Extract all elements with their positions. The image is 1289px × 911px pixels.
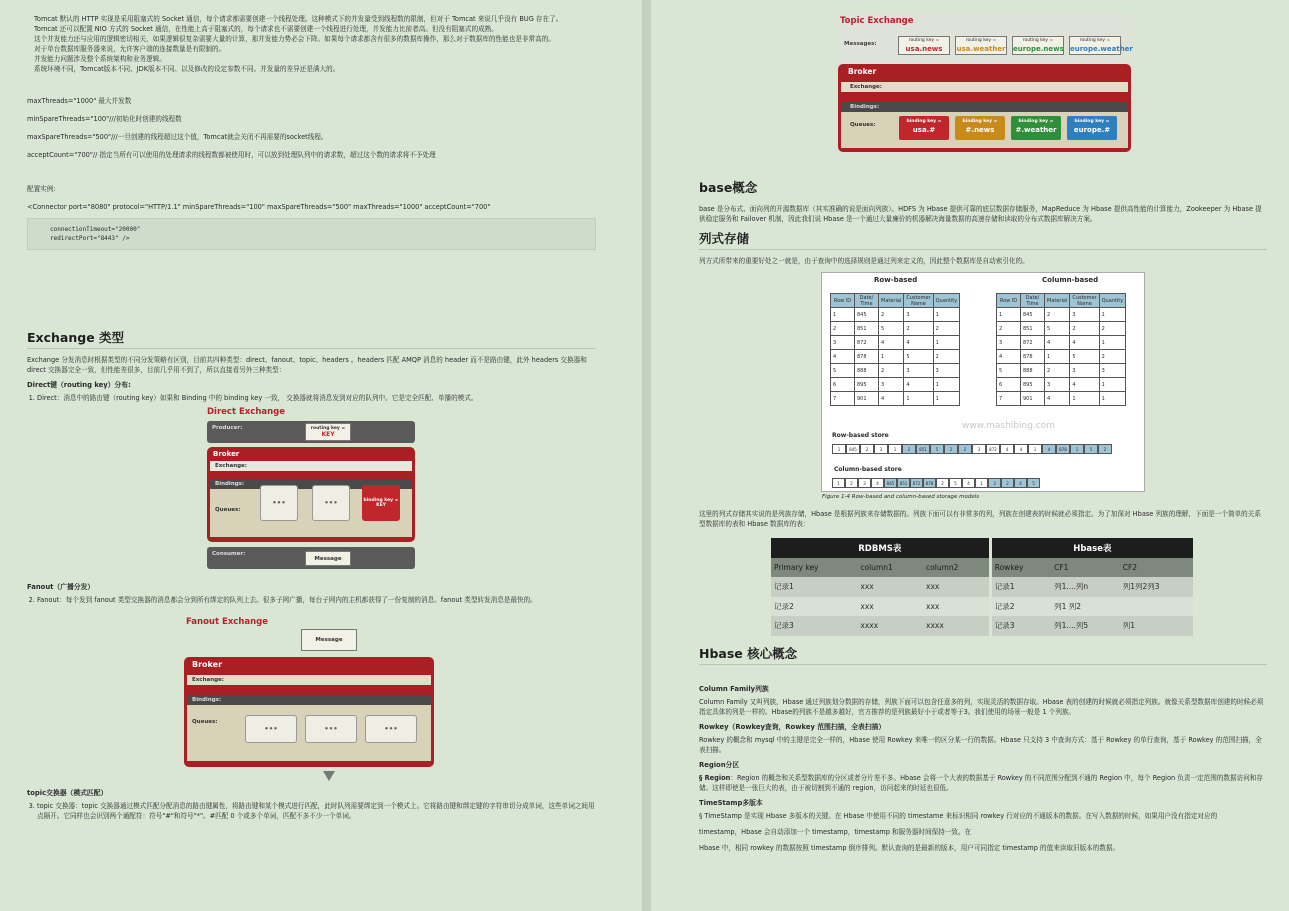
table-header: Customer Name — [1070, 294, 1099, 308]
table-cell: 1 — [1099, 336, 1126, 350]
fanout-item: 2. Fanout：每个发到 fanout 类型交换器的消息都会分到所有绑定的队列上去。很多子网广播，每台子网内的主机都获得了一份复制的消息。fanout 类型转发消息是最快的。 — [37, 595, 596, 605]
queue-box: ••• — [365, 715, 417, 743]
table-cell: 2 — [1045, 364, 1070, 378]
table-cell: 878 — [1021, 350, 1045, 364]
table-cell: 2 — [1099, 322, 1126, 336]
store-cell: 2 — [958, 444, 972, 454]
message-box: Message — [301, 629, 357, 651]
row-based-title: Row-based — [874, 276, 918, 284]
binding-key-box — [899, 116, 949, 140]
table-cell: 1 — [997, 308, 1021, 322]
intro-paragraph: 并发能力问题涉及整个系统架构和业务逻辑。 — [34, 55, 166, 63]
table-cell: 1 — [1099, 308, 1126, 322]
ts-text: timestamp，Hbase 会自动添加一个 timestamp，timestamp 和服务器时间保持一致。在 — [699, 828, 972, 836]
region-heading: Region分区 — [699, 761, 740, 769]
intro-paragraph: Tomcat 还可以配置 NIO 方式的 Socket 通信，在性能上高于阻塞式的，每个请求也不需要创建一个线程进行处理，并发能力比前者高。但没有阻塞式的成熟。 — [34, 25, 498, 33]
table-cell: 5 — [1070, 350, 1099, 364]
store-cell: 1 — [1070, 444, 1084, 454]
table-cell: 872 — [1021, 336, 1045, 350]
table-row — [997, 364, 1126, 378]
table-cell: 4 — [1045, 392, 1070, 406]
table-cell: 3 — [904, 308, 933, 322]
column-based-title: Column-based — [1042, 276, 1099, 284]
binding-key-value: #.news — [965, 126, 995, 134]
queue-box: ••• — [260, 485, 298, 521]
binding-key-value: europe.# — [1073, 126, 1111, 134]
broker-box — [184, 657, 434, 767]
topic-item: 3. topic 交换器：topic 交换器通过模式匹配分配消息的路由键属性，将路由键和某个模式进行匹配，此时队列需要绑定到一个模式上。它将路由键和绑定键的字符串切分成单词，这些单词之间用点隔开。它同样也会识别两个通配符：符号"#"和符号"*"。#匹配 0 个或多个单词，匹配不多不少一个单词。 — [37, 801, 596, 821]
routing-key-box — [305, 423, 351, 441]
table-header: Row ID — [831, 294, 855, 308]
binding-key-label: binding key = — [1074, 119, 1110, 124]
queues-label: Queues: — [850, 122, 876, 128]
connector-line: <Connector port="8080" protocol="HTTP/1.1" minSpareThreads="100" maxSpareThreads="500" maxThreads="1000" acceptCount="700" — [27, 203, 491, 211]
table-cell: 5 — [879, 322, 904, 336]
column-text: 列方式所带来的重要好处之一就是，由于查询中的选择规则是通过列来定义的，因此整个数据库是自动索引化的。 — [699, 257, 1029, 265]
table-cell: 1 — [1099, 378, 1126, 392]
exchange-label: Exchange: — [841, 82, 1128, 92]
broker-label: Broker — [848, 67, 877, 76]
table-cell: 878 — [855, 350, 879, 364]
config-block — [27, 96, 596, 160]
routing-key-value: usa.weather — [956, 45, 1006, 53]
table-cell: 1 — [933, 392, 960, 406]
table-row — [831, 308, 960, 322]
queues-label: Queues: — [192, 719, 218, 725]
table-cell: 4 — [904, 336, 933, 350]
table-cell: 4 — [1070, 336, 1099, 350]
store-cell: 3 — [972, 444, 986, 454]
producer-label: Producer: — [212, 425, 243, 431]
table-cell: 4 — [1045, 336, 1070, 350]
table-cell: 3 — [933, 364, 960, 378]
table-row — [997, 350, 1126, 364]
table-cell: 1 — [1045, 350, 1070, 364]
store-cell: 4 — [1014, 478, 1027, 488]
storage-table — [996, 293, 1126, 406]
core-heading: Hbase 核心概念 — [699, 644, 1267, 665]
config-line: acceptCount="700"// 指定当所有可以使用的处理请求的线程数都被使用时，可以放到处理队列中的请求数，超过这个数的请求将不予处理 — [27, 151, 436, 159]
routing-key-value: europe.news — [1013, 45, 1064, 53]
table-cell: 3 — [997, 336, 1021, 350]
ts-text: § TimeStamp 是实现 Hbase 多版本的关键。在 Hbase 中使用不同的 timestame 来标识相同 rowkey 行对应的不通版本的数据。在写入数据的时候，如果用户没有指定对应的 — [699, 812, 1218, 820]
table-cell: 6 — [997, 378, 1021, 392]
routing-key-value: usa.news — [905, 45, 943, 53]
message-box: Message — [305, 551, 351, 566]
routing-key-label: routing key = — [965, 38, 997, 43]
table-cell: 888 — [1021, 364, 1045, 378]
queue-box: ••• — [305, 715, 357, 743]
store-cell: 4 — [962, 478, 975, 488]
table-cell: 7 — [997, 392, 1021, 406]
table-cell: 1 — [904, 392, 933, 406]
direct-heading: Direct键（routing key）分布: — [27, 381, 131, 389]
topic-heading: topic交换器（模式匹配） — [27, 789, 108, 797]
region-bold: § Region — [699, 774, 731, 782]
table-row — [997, 336, 1126, 350]
routing-key-box — [955, 36, 1007, 55]
table-cell: 845 — [1021, 308, 1045, 322]
table-header: Primary key — [774, 562, 819, 572]
table-row — [997, 392, 1126, 406]
table-cell: 3 — [1045, 378, 1070, 392]
table-cell: 895 — [1021, 378, 1045, 392]
store-cell: 3 — [874, 444, 888, 454]
table-header: column2 — [926, 562, 959, 572]
bindings-label: Bindings: — [187, 695, 431, 705]
table-cell: 2 — [933, 350, 960, 364]
table-cell: 2 — [879, 364, 904, 378]
binding-key-label: binding key = — [363, 498, 399, 503]
intro-block — [27, 14, 596, 74]
table-cell: 901 — [855, 392, 879, 406]
store-cell: 1 — [832, 478, 845, 488]
table-cell: 851 — [855, 322, 879, 336]
config-line: maxSpareThreads="500"///一旦创建的线程超过这个值，Tomcat就会关闭不再需要的socket线程。 — [27, 133, 328, 141]
table-cell: 3 — [879, 378, 904, 392]
column-heading: 列式存储 — [699, 229, 1267, 250]
column-text-2: 这里的列式存储其实说的是列族存储，Hbase 是根据列族来存储数据的。列族下面可以有非常多的列，列族在创建表的时候就必须指定。为了加深对 Hbase 列族的理解，下面是一个简单的关系型数据库的表和 Hbase 数据库的表： — [699, 510, 1261, 528]
table-cell: 1 — [933, 378, 960, 392]
table-row: 记录3 xxxx xxxx 记录3 列1....列5 列1 — [771, 616, 1193, 636]
diagram-title: Fanout Exchange — [186, 617, 269, 627]
table-row — [997, 378, 1126, 392]
table-cell: 6 — [831, 378, 855, 392]
store-cell: 3 — [858, 478, 871, 488]
table-header: CF1 — [1054, 562, 1069, 572]
store-cell: 2 — [936, 478, 949, 488]
table-row — [831, 336, 960, 350]
table-row — [831, 322, 960, 336]
diagram-title: Direct Exchange — [207, 407, 286, 417]
page-gap — [642, 0, 651, 911]
broker-box — [207, 447, 415, 542]
store-cell: 2 — [1098, 444, 1112, 454]
table-header: Row ID — [997, 294, 1021, 308]
ts-heading: TimeStamp多版本 — [699, 799, 763, 807]
storage-figure — [821, 272, 1145, 492]
exchange-label: Exchange: — [210, 461, 412, 471]
routing-key-label: routing key = — [310, 426, 346, 431]
intro-paragraph: Tomcat 默认的 HTTP 实现是采用阻塞式的 Socket 通信，每个请求都需要创建一个线程处理。这种模式下的并发量受到线程数的限制，但对于 Tomcat 来说几乎没有 BUG 存在了。 — [34, 15, 563, 23]
base-heading: base概念 — [699, 180, 758, 195]
diagram-title: Topic Exchange — [840, 16, 914, 26]
binding-key-value: usa.# — [912, 126, 936, 134]
queues-label: Queues: — [215, 507, 241, 513]
store-cell: 1 — [1028, 444, 1042, 454]
topic-exchange-diagram — [838, 14, 1133, 154]
column-based-table — [996, 293, 1126, 406]
table-cell: 851 — [1021, 322, 1045, 336]
table-cell: 4 — [831, 350, 855, 364]
table-row — [831, 350, 960, 364]
table-header: Rowkey — [994, 562, 1024, 572]
store-cell: 851 — [916, 444, 930, 454]
table-header: Quantity — [1099, 294, 1126, 308]
intro-paragraph: 系统环境不同，Tomcat版本不同、JDK版本不同、以及修改的设定参数不同。并发量的差异还是满大的。 — [34, 65, 340, 73]
store-cell: 2 — [1001, 478, 1014, 488]
store-cell: 5 — [949, 478, 962, 488]
binding-key-value: #.weather — [1015, 126, 1057, 134]
watermark: www.mashibing.com — [962, 421, 1056, 431]
column-store — [832, 478, 1040, 488]
store-cell: 5 — [930, 444, 944, 454]
store-cell: 1 — [888, 444, 902, 454]
store-cell: 851 — [897, 478, 910, 488]
column-store-label: Column-based store — [834, 466, 902, 473]
comparison-table — [771, 538, 1193, 636]
storage-table — [830, 293, 960, 406]
table-header: column1 — [860, 562, 893, 572]
routing-key-box — [1012, 36, 1064, 55]
fanout-heading: Fanout（广播分发） — [27, 583, 95, 591]
binding-key-box — [362, 485, 400, 521]
store-cell: 5 — [1084, 444, 1098, 454]
table-cell: 4 — [879, 336, 904, 350]
messages-label: Messages: — [844, 41, 877, 47]
store-cell: 2 — [944, 444, 958, 454]
store-cell: 2 — [902, 444, 916, 454]
intro-paragraph: 这个并发能力还与应用的逻辑密切相关，如果逻辑很复杂需要大量的计算，那并发能力势必会下降。如果每个请求都含有很多的数据库操作，那么对于数据库的性能也是非常高的。 — [34, 35, 555, 43]
store-cell: 2 — [845, 478, 858, 488]
row-store — [832, 444, 1112, 454]
ts-text: Hbase 中，相同 rowkey 的数据按照 timestamp 倒序排列。默认查询的是最新的版本，用户可同指定 timestamp 的值来读取旧版本的数据。 — [699, 844, 1120, 852]
store-cell: 4 — [1014, 444, 1028, 454]
table-cell: 2 — [879, 308, 904, 322]
bindings-label: Bindings: — [841, 102, 1128, 112]
table-cell: 2 — [831, 322, 855, 336]
table-cell: 888 — [855, 364, 879, 378]
store-cell: 878 — [1056, 444, 1070, 454]
binding-key-box — [1011, 116, 1061, 140]
exchange-heading: Exchange 类型 — [27, 328, 596, 349]
store-cell: 872 — [910, 478, 923, 488]
table-header: Quantity — [933, 294, 960, 308]
table-row: 记录1 xxx xxx 记录1 列1....列n 列1列2列3 — [771, 577, 1193, 597]
queue-box: ••• — [312, 485, 350, 521]
table-cell: 872 — [855, 336, 879, 350]
binding-key-box — [1067, 116, 1117, 140]
table-cell: 4 — [997, 350, 1021, 364]
table-cell: 3 — [904, 364, 933, 378]
table-header: Material — [1045, 294, 1070, 308]
table-cell: 2 — [1099, 350, 1126, 364]
table-cell: 3 — [1070, 364, 1099, 378]
intro-paragraph: 对于单台数据库服务器来说，允许客户端的连接数量是有限制的。 — [34, 45, 226, 53]
table-cell: 1 — [831, 308, 855, 322]
table-cell: 4 — [904, 378, 933, 392]
exchange-intro: Exchange 分发消息时根据类型的不同分发策略有区别，目前共四种类型：direct、fanout、topic、headers 。headers 匹配 AMQP 消息的 header 而不是路由键，此外 headers 交换器和 direct 交换器完全一致，但性能差很多，目前几乎用不到了，所以直接看另外三种类型： — [27, 356, 587, 374]
broker-box — [838, 64, 1131, 152]
table-cell: 4 — [1070, 378, 1099, 392]
rdbms-title: RDBMS表 — [771, 538, 989, 558]
table-cell: 2 — [997, 322, 1021, 336]
store-cell: 5 — [1027, 478, 1040, 488]
table-cell: 1 — [933, 308, 960, 322]
store-cell: 1 — [832, 444, 846, 454]
table-cell: 901 — [1021, 392, 1045, 406]
table-cell: 1 — [933, 336, 960, 350]
rowkey-text: Rowkey 的概念和 mysql 中的主键是完全一样的，Hbase 使用 Rowkey 来唯一的区分某一行的数据。Hbase 只支持 3 中查询方式：基于 Rowkey 的单行查询，基于 Rowkey 的范围扫描，全表扫描。 — [699, 736, 1262, 754]
table-cell: 2 — [933, 322, 960, 336]
fanout-exchange-diagram — [184, 617, 434, 785]
store-cell: 4 — [1042, 444, 1056, 454]
binding-key-label: binding key = — [962, 119, 998, 124]
config-line: minSpareThreads="100"///初始化时创建的线程数 — [27, 115, 182, 123]
store-cell: 878 — [923, 478, 936, 488]
table-row — [831, 364, 960, 378]
table-header: Customer Name — [904, 294, 933, 308]
table-cell: 7 — [831, 392, 855, 406]
broker-label: Broker — [192, 660, 223, 669]
hbase-title: Hbase表 — [992, 538, 1193, 558]
table-row — [831, 378, 960, 392]
config-line: maxThreads="1000" 最大并发数 — [27, 97, 132, 105]
table-cell: 895 — [855, 378, 879, 392]
rowkey-heading: Rowkey（Rowkey查询，Rowkey 范围扫描，全表扫描） — [699, 723, 886, 731]
region-body: ：Region 的概念和关系型数据库的分区或者分片差不多。Hbase 会将一个大表的数据基于 Rowkey 的不同范围分配到不通的 Region 中，每个 Region 负责一定范围的数据访问和存储。这样即使是一张巨大的表，由于被切割到不通的 region，访问起来的时延也很低。 — [699, 774, 1263, 792]
base-text: base 是分布式、面向列的开源数据库（其实准确的说是面向列族）。HDFS 为 Hbase 提供可靠的底层数据存储服务，MapReduce 为 Hbase 提供高性能的计算能力，Zookeeper 为 Hbase 提供稳定服务和 Failover 机制，因此我们说 Hbase 是一个通过大量廉价的机器解决海量数据的高速存储和读取的分布式数据库解决方案。 — [699, 205, 1262, 223]
table-cell: 5 — [831, 364, 855, 378]
direct-item: 1. Direct：消息中的路由键（routing key）如果和 Binding 中的 binding key 一致， 交换器就将消息发到对应的队列中。它是完全匹配、单播的模式。 — [37, 393, 596, 403]
down-arrow-icon — [323, 771, 335, 781]
exchange-label: Exchange: — [187, 675, 431, 685]
table-cell: 3 — [1099, 364, 1126, 378]
table-cell: 5 — [1045, 322, 1070, 336]
right-page — [651, 0, 1289, 911]
table-header: Date/ Time — [855, 294, 879, 308]
direct-exchange-diagram — [207, 407, 417, 569]
store-cell: 4 — [1000, 444, 1014, 454]
row-based-table — [830, 293, 960, 406]
table-cell: 2 — [904, 322, 933, 336]
figure-caption: Figure 1-4 Row-based and column-based storage models — [822, 494, 980, 500]
store-cell: 2 — [860, 444, 874, 454]
routing-key-label: routing key = — [1022, 38, 1054, 43]
routing-key-value: KEY — [321, 431, 335, 438]
routing-key-box — [1069, 36, 1133, 55]
table-cell: 1 — [1099, 392, 1126, 406]
table-cell: 1 — [879, 350, 904, 364]
table-cell: 5 — [997, 364, 1021, 378]
routing-key-box — [898, 36, 950, 55]
table-cell: 2 — [1070, 322, 1099, 336]
left-page — [0, 0, 642, 911]
binding-key-label: binding key = — [1018, 119, 1054, 124]
store-cell: 872 — [986, 444, 1000, 454]
binding-key-label: binding key = — [906, 119, 942, 124]
table-header: CF2 — [1122, 562, 1138, 572]
table-header: Material — [879, 294, 904, 308]
code-block: connectionTimeout="20000" redirectPort="8443" /> — [27, 218, 596, 250]
table-row: 记录2 xxx xxx 记录2 列1 列2 — [771, 597, 1193, 617]
row-store-label: Row-based store — [832, 432, 889, 439]
table-row — [997, 322, 1126, 336]
binding-key-box — [955, 116, 1005, 140]
cf-text: Column Family 又叫列族，Hbase 通过列族划分数据的存储，列族下面可以包含任意多的列，实现灵活的数据存取。Hbase 表的创建的时候就必须指定列族。就像关系型数据库创建的时候必须指定具体的列是一样的。Hbase的列族不是越多越好，官方推荐的是列族最好小于或者等于3。我们使用的场景一般是 1 个列族。 — [699, 698, 1264, 716]
store-cell: 845 — [884, 478, 897, 488]
queue-box: ••• — [245, 715, 297, 743]
table-row — [831, 392, 960, 406]
table-cell: 3 — [1070, 308, 1099, 322]
table-header: Date/ Time — [1021, 294, 1045, 308]
binding-key-value: KEY — [376, 503, 386, 508]
routing-key-value: europe.weather — [1070, 45, 1133, 53]
table-cell: 3 — [831, 336, 855, 350]
table-cell: 5 — [904, 350, 933, 364]
consumer-label: Consumer: — [212, 551, 246, 557]
store-cell: 4 — [871, 478, 884, 488]
region-text — [699, 773, 1267, 793]
table-cell: 2 — [1045, 308, 1070, 322]
store-cell: 1 — [975, 478, 988, 488]
store-cell: 3 — [988, 478, 1001, 488]
routing-key-label: routing key = — [1079, 38, 1111, 43]
cf-heading: Column Family列族 — [699, 685, 769, 693]
routing-key-label: routing key = — [908, 38, 940, 43]
table-cell: 4 — [879, 392, 904, 406]
example-label: 配置实例: — [27, 185, 56, 193]
bindings-label: Bindings: — [210, 479, 412, 489]
broker-label: Broker — [213, 450, 240, 458]
table-row — [997, 308, 1126, 322]
table-cell: 1 — [1070, 392, 1099, 406]
store-cell: 845 — [846, 444, 860, 454]
table-cell: 845 — [855, 308, 879, 322]
